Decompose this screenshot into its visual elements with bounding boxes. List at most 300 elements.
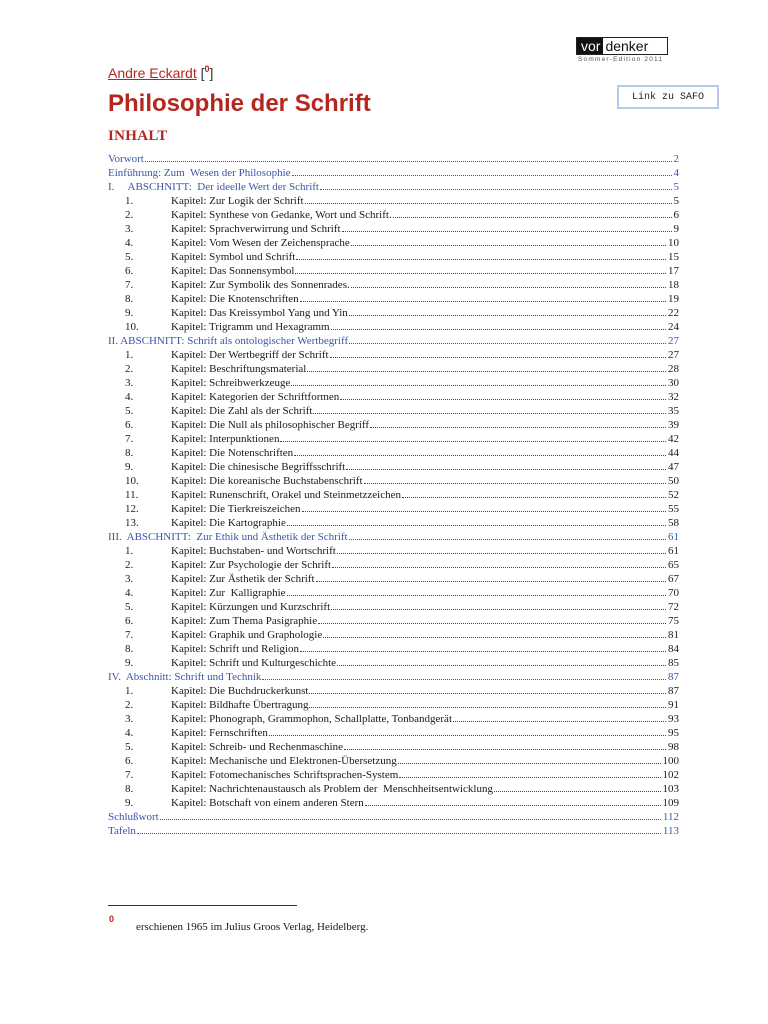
toc-entry-text: Kapitel: Zur Psychologie der Schrift [171, 559, 332, 571]
toc-page-number: 87 [668, 685, 679, 697]
toc-entry-title [108, 390, 339, 404]
toc-entry-text: Kapitel: Schreib- und Rechenmaschine [171, 741, 343, 753]
toc-chapter-link[interactable] [108, 516, 679, 530]
toc-chapter-link[interactable] [108, 600, 679, 614]
toc-page-number: 61 [668, 545, 679, 557]
toc-chapter-number: 7. [125, 769, 134, 781]
toc-dot-leader [318, 614, 666, 624]
toc-entry-title [108, 768, 398, 782]
toc-entry-title [108, 824, 136, 838]
toc-entry-text: IV. Abschnitt: Schrift und Technik [108, 671, 262, 683]
toc-chapter-number: 6. [125, 615, 134, 627]
toc-entry-text: Kapitel: Zur Kalligraphie [171, 587, 286, 599]
toc-entry-text: Schlußwort [108, 811, 159, 823]
toc-chapter-number: 4. [125, 587, 134, 599]
toc-entry-title [108, 656, 336, 670]
toc-entry-title [108, 222, 341, 236]
toc-page-number: 100 [662, 755, 679, 767]
toc-entry-text: Kapitel: Das Sonnensymbol [171, 265, 295, 277]
toc-page-number: 113 [662, 825, 679, 837]
toc-chapter-number: 6. [125, 755, 134, 767]
toc-entry-text: Kapitel: Synthese von Gedanke, Wort und Schrift. [171, 209, 392, 221]
toc-entry-text: III. ABSCHNITT: Zur Ethik und Ästhetik der Schrift [108, 531, 348, 543]
toc-dot-leader [398, 754, 661, 764]
toc-page-number: 47 [668, 461, 679, 473]
toc-entry-title [108, 628, 322, 642]
toc-entry-title [108, 754, 397, 768]
toc-page-number: 39 [668, 419, 679, 431]
toc-chapter-link[interactable] [108, 306, 679, 320]
toc-section-link[interactable] [108, 670, 679, 684]
toc-dot-leader [307, 362, 666, 372]
toc-entry-text: Kapitel: Die Buchdruckerkunst [171, 685, 309, 697]
toc-dot-leader [344, 740, 666, 750]
toc-entry-title [108, 166, 291, 180]
toc-dot-leader [296, 250, 666, 260]
toc-page-number: 87 [668, 671, 679, 683]
toc-entry-text: Kapitel: Botschaft von einem anderen Stern [171, 797, 364, 809]
toc-chapter-number: 5. [125, 405, 134, 417]
document-title: Philosophie der Schrift [108, 90, 371, 117]
toc-entry-text: Kapitel: Nachrichtenaustausch als Problem der Menschheitsentwicklung [171, 783, 493, 795]
toc-dot-leader [287, 516, 666, 526]
toc-section-link[interactable] [108, 530, 679, 544]
toc-entry-title [108, 614, 317, 628]
toc-dot-leader [291, 376, 666, 386]
toc-chapter-number: 8. [125, 783, 134, 795]
toc-dot-leader [294, 446, 666, 456]
toc-entry-title [108, 530, 348, 544]
toc-entry-title [108, 152, 144, 166]
toc-page-number: 44 [668, 447, 679, 459]
toc-chapter-link[interactable] [108, 740, 679, 754]
toc-entry-text: Kapitel: Schreibwerkzeuge [171, 377, 291, 389]
toc-page-number: 30 [668, 377, 679, 389]
toc-page-number: 91 [668, 699, 679, 711]
toc-page-number: 75 [668, 615, 679, 627]
toc-chapter-link[interactable] [108, 586, 679, 600]
toc-entry-text: Kapitel: Mechanische und Elektronen-Übersetzung [171, 755, 397, 767]
toc-chapter-link[interactable] [108, 460, 679, 474]
toc-chapter-link[interactable] [108, 726, 679, 740]
toc-entry-title [108, 810, 159, 824]
toc-chapter-link[interactable] [108, 222, 679, 236]
toc-dot-leader [337, 656, 666, 666]
toc-dot-leader [365, 796, 661, 806]
toc-page-number: 10 [668, 237, 679, 249]
toc-entry-title [108, 418, 369, 432]
toc-dot-leader [330, 348, 666, 358]
toc-page-number: 22 [668, 307, 679, 319]
toc-chapter-number: 7. [125, 279, 134, 291]
toc-entry-text: Kapitel: Die Notenschriften [171, 447, 294, 459]
toc-dot-leader [331, 600, 666, 610]
toc-entry-title [108, 348, 329, 362]
toc-chapter-number: 11. [125, 489, 139, 501]
toc-entry-text: Einführung: Zum Wesen der Philosophie [108, 167, 291, 179]
toc-dot-leader [364, 474, 666, 484]
toc-chapter-link[interactable] [108, 376, 679, 390]
toc-entry-title [108, 488, 401, 502]
toc-entry-title [108, 236, 350, 250]
toc-entry-title [108, 376, 290, 390]
toc-entry-title [108, 544, 336, 558]
toc-entry-text: Kapitel: Die koreanische Buchstabenschrift [171, 475, 363, 487]
toc-chapter-number: 10. [125, 475, 139, 487]
toc-entry-text: Kapitel: Fotomechanisches Schriftsprachen-System [171, 769, 399, 781]
toc-page-number: 112 [662, 811, 679, 823]
toc-entry-text: I. ABSCHNITT: Der ideelle Wert der Schrift [108, 181, 319, 193]
toc-chapter-link[interactable] [108, 362, 679, 376]
toc-chapter-number: 8. [125, 447, 134, 459]
toc-chapter-link[interactable] [108, 712, 679, 726]
toc-dot-leader [346, 460, 666, 470]
toc-entry-title [108, 502, 301, 516]
toc-dot-leader [494, 782, 661, 792]
toc-page-number: 58 [668, 517, 679, 529]
toc-chapter-link[interactable] [108, 502, 679, 516]
toc-entry-title [108, 600, 330, 614]
toc-dot-leader [370, 418, 666, 428]
toc-dot-leader [269, 726, 666, 736]
toc-chapter-number: 5. [125, 601, 134, 613]
toc-chapter-link[interactable] [108, 208, 679, 222]
toc-page-number: 5 [673, 181, 679, 193]
toc-page-number: 55 [668, 503, 679, 515]
table-of-contents [108, 152, 679, 838]
toc-page-number: 28 [668, 363, 679, 375]
toc-entry-title [108, 432, 279, 446]
toc-chapter-number: 9. [125, 797, 134, 809]
toc-page-number: 50 [668, 475, 679, 487]
footnote-rule [108, 905, 297, 906]
toc-page-number: 5 [673, 195, 679, 207]
toc-entry-title [108, 264, 294, 278]
toc-page-number: 42 [668, 433, 679, 445]
toc-entry-title [108, 726, 268, 740]
toc-dot-leader [349, 306, 666, 316]
toc-chapter-number: 6. [125, 265, 134, 277]
toc-entry-text: Kapitel: Symbol und Schrift [171, 251, 296, 263]
toc-page-number: 17 [668, 265, 679, 277]
toc-entry-title [108, 474, 363, 488]
toc-entry-text: Kapitel: Bildhafte Übertragung [171, 699, 309, 711]
toc-chapter-number: 2. [125, 559, 134, 571]
toc-entry-title [108, 404, 312, 418]
toc-chapter-link[interactable] [108, 656, 679, 670]
toc-entry-text: Tafeln [108, 825, 136, 837]
toc-chapter-link[interactable] [108, 614, 679, 628]
toc-entry-text: Kapitel: Schrift und Religion [171, 643, 300, 655]
toc-chapter-link[interactable] [108, 250, 679, 264]
toc-chapter-link[interactable] [108, 684, 679, 698]
toc-entry-text: Kapitel: Kürzungen und Kurzschrift [171, 601, 331, 613]
toc-entry-title [108, 250, 295, 264]
toc-chapter-link[interactable] [108, 628, 679, 642]
toc-page-number: 67 [668, 573, 679, 585]
toc-section-link[interactable] [108, 152, 679, 166]
toc-dot-leader [332, 558, 666, 568]
toc-heading: INHALT [108, 128, 168, 144]
toc-chapter-number: 9. [125, 657, 134, 669]
toc-chapter-link[interactable] [108, 404, 679, 418]
toc-page-number: 19 [668, 293, 679, 305]
toc-chapter-number: 4. [125, 727, 134, 739]
toc-entry-text: Kapitel: Kategorien der Schriftformen [171, 391, 340, 403]
toc-entry-title [108, 334, 348, 348]
logo-edition: Sommer-Edition 2011 [578, 56, 664, 63]
toc-dot-leader [393, 208, 672, 218]
toc-page-number: 70 [668, 587, 679, 599]
toc-chapter-link[interactable] [108, 796, 679, 810]
toc-chapter-number: 10. [125, 321, 139, 333]
toc-page-number: 109 [662, 797, 679, 809]
toc-entry-text: Kapitel: Trigramm und Hexagramm [171, 321, 330, 333]
toc-entry-text: Kapitel: Schrift und Kulturgeschichte [171, 657, 337, 669]
toc-chapter-number: 3. [125, 377, 134, 389]
toc-section-link[interactable] [108, 824, 679, 838]
toc-entry-text: Kapitel: Fernschriften [171, 727, 268, 739]
toc-entry-text: Kapitel: Vom Wesen der Zeichensprache [171, 237, 350, 249]
toc-entry-title [108, 306, 348, 320]
toc-chapter-link[interactable] [108, 544, 679, 558]
toc-chapter-number: 2. [125, 209, 134, 221]
toc-page-number: 85 [668, 657, 679, 669]
footnote-mark: 0 [109, 914, 115, 924]
toc-section-link[interactable] [108, 166, 679, 180]
toc-entry-text: Kapitel: Die Knotenschriften [171, 293, 299, 305]
toc-page-number: 72 [668, 601, 679, 613]
toc-entry-title [108, 684, 308, 698]
toc-entry-title [108, 712, 452, 726]
toc-chapter-link[interactable] [108, 278, 679, 292]
toc-page-number: 98 [668, 741, 679, 753]
toc-entry-text: Kapitel: Die Kartographie [171, 517, 286, 529]
toc-chapter-link[interactable] [108, 264, 679, 278]
toc-entry-text: Kapitel: Die Zahl als der Schrift [171, 405, 313, 417]
toc-chapter-number: 8. [125, 643, 134, 655]
toc-chapter-link[interactable] [108, 432, 679, 446]
toc-entry-title [108, 446, 293, 460]
toc-page-number: 103 [662, 783, 679, 795]
toc-entry-text: Kapitel: Die chinesische Begriffsschrift [171, 461, 346, 473]
toc-chapter-number: 4. [125, 237, 134, 249]
toc-page-number: 61 [668, 531, 679, 543]
toc-page-number: 35 [668, 405, 679, 417]
toc-dot-leader [399, 768, 660, 778]
toc-entry-text: Kapitel: Zum Thema Pasigraphie [171, 615, 318, 627]
toc-entry-title [108, 740, 343, 754]
footnote-ref-link[interactable]: 0 [204, 64, 210, 74]
toc-dot-leader [292, 166, 672, 176]
toc-page-number: 9 [673, 223, 679, 235]
toc-dot-leader [145, 152, 672, 162]
toc-chapter-number: 9. [125, 307, 134, 319]
toc-entry-title [108, 642, 299, 656]
toc-chapter-link[interactable] [108, 558, 679, 572]
toc-entry-text: Kapitel: Zur Symbolik des Sonnenrades. [171, 279, 350, 291]
toc-page-number: 84 [668, 643, 679, 655]
toc-page-number: 6 [673, 209, 679, 221]
toc-chapter-number: 7. [125, 629, 134, 641]
toc-entry-title [108, 194, 304, 208]
toc-dot-leader [323, 628, 666, 638]
toc-entry-title [108, 460, 345, 474]
toc-dot-leader [309, 698, 666, 708]
toc-entry-text: Kapitel: Beschriftungsmaterial [171, 363, 307, 375]
toc-page-number: 2 [673, 153, 679, 165]
toc-entry-text: Kapitel: Die Null als philosophischer Begriff [171, 419, 370, 431]
toc-chapter-number: 3. [125, 713, 134, 725]
toc-chapter-number: 4. [125, 391, 134, 403]
toc-dot-leader [351, 278, 666, 288]
toc-section-link[interactable] [108, 810, 679, 824]
toc-dot-leader [300, 292, 666, 302]
toc-chapter-number: 3. [125, 223, 134, 235]
toc-chapter-number: 1. [125, 685, 134, 697]
toc-dot-leader [300, 642, 666, 652]
vordenker-logo[interactable] [576, 37, 672, 63]
toc-chapter-number: 5. [125, 741, 134, 753]
toc-dot-leader [302, 502, 666, 512]
toc-chapter-link[interactable] [108, 754, 679, 768]
toc-chapter-link[interactable] [108, 194, 679, 208]
toc-page-number: 18 [668, 279, 679, 291]
toc-chapter-number: 6. [125, 419, 134, 431]
toc-entry-text: Kapitel: Buchstaben- und Wortschrift [171, 545, 336, 557]
toc-entry-text: Kapitel: Sprachverwirrung und Schrift [171, 223, 341, 235]
toc-dot-leader [305, 194, 672, 204]
toc-entry-title [108, 572, 315, 586]
toc-entry-title [108, 292, 299, 306]
toc-entry-title [108, 208, 392, 222]
toc-entry-text: Kapitel: Phonograph, Grammophon, Schallplatte, Tonbandgerät [171, 713, 452, 725]
toc-page-number: 4 [673, 167, 679, 179]
toc-entry-title [108, 796, 364, 810]
toc-chapter-number: 12. [125, 503, 139, 515]
toc-dot-leader [349, 530, 666, 540]
toc-entry-text: Kapitel: Zur Logik der Schrift [171, 195, 304, 207]
toc-chapter-number: 2. [125, 363, 134, 375]
toc-chapter-link[interactable] [108, 390, 679, 404]
toc-chapter-number: 8. [125, 293, 134, 305]
toc-dot-leader [295, 264, 666, 274]
toc-dot-leader [137, 824, 661, 834]
toc-page-number: 15 [668, 251, 679, 263]
toc-chapter-number: 13. [125, 517, 139, 529]
toc-chapter-link[interactable] [108, 782, 679, 796]
toc-chapter-link[interactable] [108, 320, 679, 334]
toc-entry-title [108, 180, 319, 194]
toc-chapter-number: 3. [125, 573, 134, 585]
toc-section-link[interactable] [108, 180, 679, 194]
toc-chapter-link[interactable] [108, 572, 679, 586]
bracket-close: ] [209, 65, 214, 81]
toc-section-link[interactable] [108, 334, 679, 348]
toc-page-number: 27 [668, 335, 679, 347]
safo-link-button[interactable]: Link zu SAFO [617, 85, 719, 109]
toc-dot-leader [453, 712, 666, 722]
toc-entry-text: Kapitel: Der Wertbegriff der Schrift [171, 349, 329, 361]
toc-entry-title [108, 670, 261, 684]
toc-chapter-link[interactable] [108, 474, 679, 488]
toc-page-number: 93 [668, 713, 679, 725]
toc-chapter-link[interactable] [108, 768, 679, 782]
toc-dot-leader [280, 432, 666, 442]
toc-chapter-link[interactable] [108, 418, 679, 432]
toc-entry-title [108, 586, 286, 600]
toc-chapter-link[interactable] [108, 348, 679, 362]
toc-entry-title [108, 558, 331, 572]
toc-chapter-number: 1. [125, 545, 134, 557]
toc-entry-text: Kapitel: Runenschrift, Orakel und Steinmetzzeichen [171, 489, 402, 501]
toc-entry-text: Kapitel: Graphik und Graphologie [171, 629, 323, 641]
toc-chapter-number: 2. [125, 699, 134, 711]
toc-page-number: 81 [668, 629, 679, 641]
author-link[interactable]: Andre Eckardt [108, 65, 197, 81]
toc-dot-leader [262, 670, 666, 680]
toc-chapter-number: 1. [125, 195, 134, 207]
toc-dot-leader [316, 572, 666, 582]
author-line [108, 64, 213, 81]
toc-dot-leader [287, 586, 666, 596]
toc-chapter-link[interactable] [108, 446, 679, 460]
toc-chapter-link[interactable] [108, 642, 679, 656]
toc-dot-leader [337, 544, 666, 554]
toc-dot-leader [313, 404, 666, 414]
toc-dot-leader [340, 390, 666, 400]
logo-wordmark [576, 37, 668, 55]
toc-chapter-number: 7. [125, 433, 134, 445]
footnote-text: erschienen 1965 im Julius Groos Verlag, Heidelberg. [136, 921, 369, 933]
toc-entry-title [108, 362, 306, 376]
toc-dot-leader [320, 180, 672, 190]
toc-entry-text: Vorwort [108, 153, 144, 165]
toc-entry-title [108, 698, 308, 712]
toc-page-number: 65 [668, 559, 679, 571]
toc-entry-title [108, 320, 330, 334]
toc-entry-text: II. ABSCHNITT: Schrift als ontologischer Wertbegriff [108, 335, 349, 347]
toc-entry-title [108, 782, 493, 796]
toc-dot-leader [160, 810, 661, 820]
logo-part-vor: vor [577, 38, 603, 54]
toc-dot-leader [331, 320, 666, 330]
logo-part-denker: denker [605, 38, 649, 54]
toc-entry-title [108, 516, 286, 530]
toc-chapter-link[interactable] [108, 698, 679, 712]
toc-entry-title [108, 278, 350, 292]
toc-chapter-number: 1. [125, 349, 134, 361]
toc-dot-leader [351, 236, 666, 246]
toc-entry-text: Kapitel: Die Tierkreiszeichen [171, 503, 301, 515]
toc-chapter-number: 9. [125, 461, 134, 473]
toc-dot-leader [342, 222, 672, 232]
toc-entry-text: Kapitel: Interpunktionen [171, 433, 280, 445]
toc-page-number: 52 [668, 489, 679, 501]
toc-page-number: 95 [668, 727, 679, 739]
toc-chapter-link[interactable] [108, 236, 679, 250]
toc-page-number: 32 [668, 391, 679, 403]
toc-chapter-link[interactable] [108, 292, 679, 306]
toc-dot-leader [309, 684, 666, 694]
toc-page-number: 24 [668, 321, 679, 333]
toc-entry-text: Kapitel: Das Kreissymbol Yang und Yin [171, 307, 348, 319]
bracket-open: [ [200, 65, 205, 81]
toc-chapter-link[interactable] [108, 488, 679, 502]
toc-page-number: 27 [668, 349, 679, 361]
toc-chapter-number: 5. [125, 251, 134, 263]
toc-entry-text: Kapitel: Zur Ästhetik der Schrift [171, 573, 315, 585]
